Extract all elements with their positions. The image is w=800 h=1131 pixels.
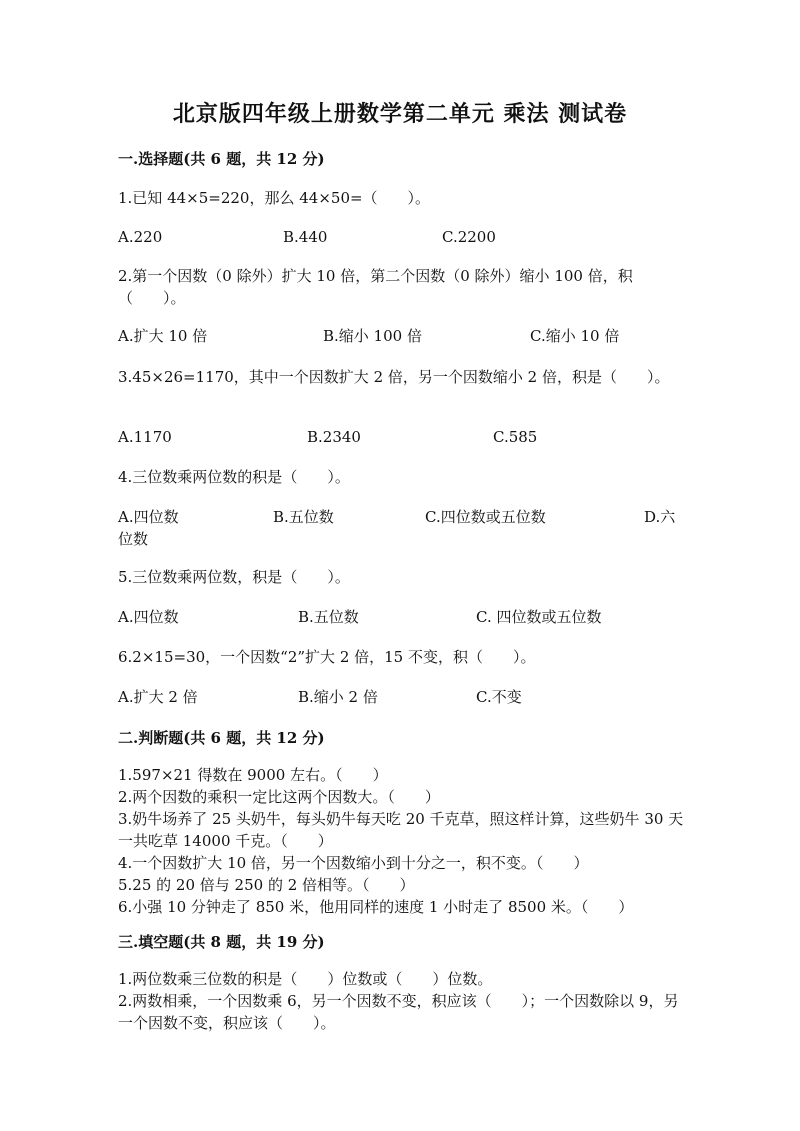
option-c: C. 四位数或五位数 (476, 608, 602, 626)
list-item: 2.两个因数的乘积一定比这两个因数大。（ ） (118, 788, 440, 806)
question-1-stem: 1.已知 44×5=220，那么 44×50=（ ）。 (118, 189, 431, 207)
question-3-options (118, 426, 683, 470)
option-a: A.220 (118, 228, 163, 246)
option-b: B.五位数 (298, 608, 359, 626)
list-item: 2.两数相乘，一个因数乘 6，另一个因数不变，积应该（ ）；一个因数除以 9，另一个因数不变，积应该（ ）。 (118, 992, 679, 1032)
question-5-options (118, 606, 683, 650)
question-6-options (118, 686, 683, 730)
fill-blank-list (118, 968, 683, 1034)
section-heading-true-false: 二.判断题(共 6 题，共 12 分) (118, 729, 325, 747)
option-c: C.不变 (476, 688, 522, 706)
question-4-options (118, 506, 683, 550)
true-false-list (118, 764, 688, 918)
option-b: B.五位数 (273, 508, 334, 526)
option-a: A.四位数 (118, 608, 179, 626)
section-heading-fill-blank: 三.填空题(共 8 题，共 19 分) (118, 933, 325, 951)
list-item: 1.两位数乘三位数的积是（ ）位数或（ ）位数。 (118, 970, 493, 988)
option-c: C.四位数或五位数 (425, 508, 546, 526)
question-4-stem: 4.三位数乘两位数的积是（ ）。 (118, 468, 350, 486)
question-3-stem: 3.45×26=1170，其中一个因数扩大 2 倍，另一个因数缩小 2 倍，积是（ ）。 (118, 368, 670, 386)
question-1-options (118, 226, 683, 270)
list-item: 5.25 的 20 倍与 250 的 2 倍相等。（ ） (118, 876, 415, 894)
option-a: A.四位数 (118, 508, 179, 526)
option-c: C.585 (493, 428, 538, 446)
list-item: 4.一个因数扩大 10 倍，另一个因数缩小到十分之一，积不变。（ ） (118, 854, 589, 872)
option-d-continuation: 位数 (118, 530, 149, 548)
question-5-stem: 5.三位数乘两位数，积是（ ）。 (118, 568, 350, 586)
list-item: 1.597×21 得数在 9000 左右。（ ） (118, 766, 388, 784)
option-a: A.1170 (118, 428, 172, 446)
list-item: 6.小强 10 分钟走了 850 米，他用同样的速度 1 小时走了 8500 米。（ ） (118, 898, 634, 916)
option-b: B.缩小 100 倍 (323, 327, 422, 345)
option-b: B.2340 (307, 428, 361, 446)
section-heading-choice: 一.选择题(共 6 题，共 12 分) (118, 150, 325, 168)
option-c: C.缩小 10 倍 (530, 327, 620, 345)
question-2-stem: 2.第一个因数（0 除外）扩大 10 倍，第二个因数（0 除外）缩小 100 倍，积（ ）。 (118, 267, 633, 307)
option-b: B.缩小 2 倍 (298, 688, 378, 706)
option-a: A.扩大 2 倍 (118, 688, 198, 706)
option-c: C.2200 (442, 228, 496, 246)
question-2-options (118, 325, 683, 369)
list-item: 3.奶牛场养了 25 头奶牛，每头奶牛每天吃 20 千克草，照这样计算，这些奶牛 30 天一共吃草 14000 千克。（ ） (118, 810, 684, 850)
document-title: 北京版四年级上册数学第二单元 乘法 测试卷 (172, 101, 628, 127)
option-a: A.扩大 10 倍 (118, 327, 208, 345)
option-b: B.440 (283, 228, 328, 246)
question-6-stem: 6.2×15=30，一个因数“2”扩大 2 倍，15 不变，积（ ）。 (118, 648, 536, 666)
option-d: D.六 (644, 508, 676, 526)
